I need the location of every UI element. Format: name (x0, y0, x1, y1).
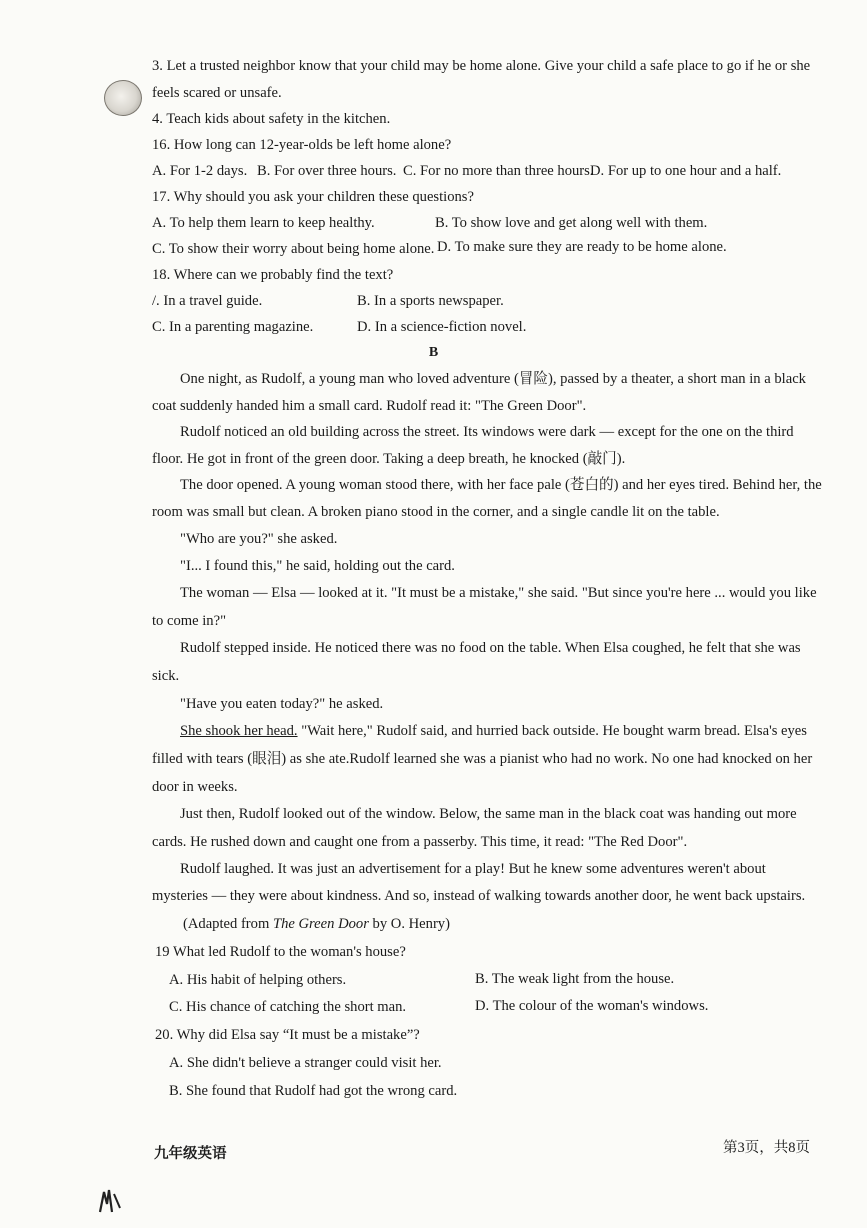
attribution-prefix: (Adapted from (183, 916, 273, 932)
passage-line: Rudolf stepped inside. He noticed there was no food on the table. When Elsa coughed, he felt that she was (180, 640, 801, 656)
passage-line: Rudolf noticed an old building across the street. Its windows were dark — except for the one on the third (180, 424, 794, 440)
passage-line: "Who are you?" she asked. (180, 531, 338, 547)
q18-option-d: D. In a science-fiction novel. (357, 319, 527, 335)
q16-option-c: C. For no more than three hours. (403, 163, 594, 179)
q20-option-b: B. She found that Rudolf had got the wrong card. (169, 1083, 458, 1099)
passage-line: filled with tears (眼泪) as she ate.Rudolf learned she was a pianist who had no work. No one had knocked on her (152, 751, 813, 767)
question-20: 20. Why did Elsa say “It must be a mistake”? (155, 1027, 420, 1043)
footer-subject: 九年级英语 (154, 1146, 227, 1162)
section-b-heading: B (428, 345, 439, 360)
q17-option-c: C. To show their worry about being home alone. (152, 241, 435, 257)
tip-4: 4. Teach kids about safety in the kitchen. (152, 111, 391, 127)
attribution-suffix: by O. Henry) (368, 916, 450, 932)
q19-option-c: C. His chance of catching the short man. (169, 999, 407, 1015)
passage-line: "Have you eaten today?" he asked. (180, 696, 384, 712)
passage-line: The door opened. A young woman stood there, with her face pale (苍白的) and her eyes tired. Behind her, the (180, 477, 822, 493)
q17-option-b: B. To show love and get along well with them. (435, 215, 708, 231)
passage-line: to come in?" (152, 613, 227, 629)
source-attribution (183, 915, 450, 933)
question-17: 17. Why should you ask your children these questions? (152, 189, 474, 205)
question-18: 18. Where can we probably find the text? (152, 267, 394, 283)
q19-option-a: A. His habit of helping others. (169, 972, 347, 988)
passage-line: Just then, Rudolf looked out of the window. Below, the same man in the black coat was handing out more (180, 806, 797, 822)
attribution-title: The Green Door (272, 916, 369, 932)
q17-option-d: D. To make sure they are ready to be home alone. (437, 239, 727, 255)
q18-option-c: C. In a parenting magazine. (152, 319, 314, 335)
footer-page-number: 第3页，共8页 (723, 1140, 810, 1156)
q19-option-b: B. The weak light from the house. (475, 971, 675, 987)
q19-option-d: D. The colour of the woman's windows. (475, 998, 709, 1014)
underlined-phrase: She shook her head. (180, 723, 298, 739)
question-16: 16. How long can 12-year-olds be left home alone? (152, 137, 452, 153)
passage-line: Rudolf laughed. It was just an advertisement for a play! But he knew some adventures weren't about (180, 861, 766, 877)
scan-mark-icon (96, 1186, 126, 1216)
passage-line-rest: "Wait here," Rudolf said, and hurried back outside. He bought warm bread. Elsa's eyes (297, 723, 807, 739)
q18-option-b: B. In a sports newspaper. (357, 293, 504, 309)
tip-3-cont: feels scared or unsafe. (152, 85, 282, 101)
passage-line: cards. He rushed down and caught one from a passerby. This time, it read: "The Red Door". (152, 834, 688, 850)
passage-line: coat suddenly handed him a small card. Rudolf read it: "The Green Door". (152, 398, 587, 414)
passage-line: room was small but clean. A broken piano stood in the corner, and a single candle lit on the table. (152, 504, 720, 520)
passage-line: One night, as Rudolf, a young man who loved adventure (冒险), passed by a theater, a short man in a black (180, 371, 806, 387)
q16-option-b: B. For over three hours. (257, 163, 397, 179)
passage-line: sick. (152, 668, 180, 684)
q16-option-a: A. For 1-2 days. (152, 163, 248, 179)
q20-option-a: A. She didn't believe a stranger could visit her. (169, 1055, 442, 1071)
hole-punch-mark (104, 80, 142, 116)
passage-line (180, 722, 807, 740)
q18-option-a: /. In a travel guide. (152, 293, 263, 309)
passage-line: mysteries — they were about kindness. And so, instead of walking towards another door, he went back upstairs. (152, 888, 806, 904)
passage-line: floor. He got in front of the green door. Taking a deep breath, he knocked (敲门). (152, 451, 626, 467)
passage-line: The woman — Elsa — looked at it. "It must be a mistake," she said. "But since you're here ... would you like (180, 585, 817, 601)
q17-option-a: A. To help them learn to keep healthy. (152, 215, 375, 231)
q16-option-d: D. For up to one hour and a half. (590, 163, 782, 179)
tip-3: 3. Let a trusted neighbor know that your child may be home alone. Give your child a safe place to go if he or she (152, 58, 811, 74)
question-19: 19 What led Rudolf to the woman's house? (155, 944, 406, 960)
passage-line: door in weeks. (152, 779, 238, 795)
passage-line: "I... I found this," he said, holding out the card. (180, 558, 455, 574)
